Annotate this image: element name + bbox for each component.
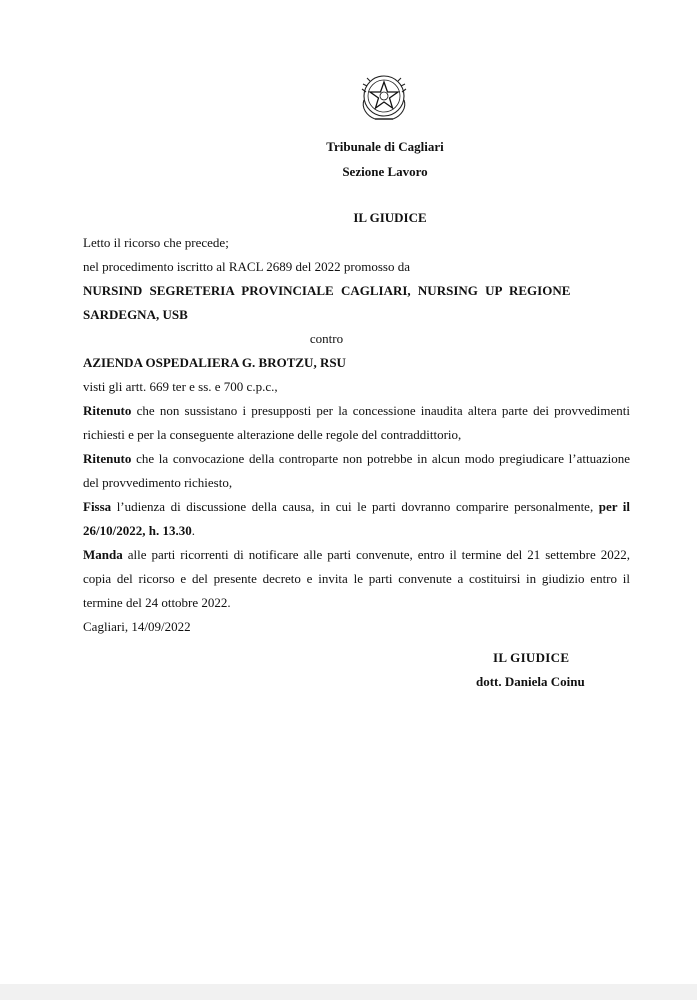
manda-text: alle parti ricorrenti di notificare alle parti convenute, entro il termine del 21 settembre 2022, copia del ricorso e del presente decreto e invita le parti convenute a costituirsi in giudizio entro il termine del 24 ottobre 2022. xyxy=(83,547,630,610)
ritenuto-2-text: che la convocazione della controparte non potrebbe in alcun modo pregiudicare l’attuazione del provvedimento richiesto, xyxy=(83,451,630,490)
court-section: Sezione Lavoro xyxy=(342,164,428,179)
intro-line-2: nel procedimento iscritto al RACL 2689 del 2022 promosso da xyxy=(83,259,410,274)
signature-name: dott. Daniela Coinu xyxy=(476,674,585,689)
intro-line-1: Letto il ricorso che precede; xyxy=(83,235,229,250)
plaintiffs-line-2: SARDEGNA, USB xyxy=(83,307,188,322)
place-and-date: Cagliari, 14/09/2022 xyxy=(83,619,191,634)
ritenuto-2-keyword: Ritenuto xyxy=(83,451,132,466)
fissa-keyword: Fissa xyxy=(83,499,112,514)
decree-body xyxy=(83,231,630,639)
ritenuto-1-text: che non sussistano i presupposti per la concessione inaudita altera parte dei provvedimenti richiesti e per la conseguente alterazione delle regole del contraddittorio, xyxy=(83,403,630,442)
contro-label: contro xyxy=(309,331,344,346)
ritenuto-1-keyword: Ritenuto xyxy=(83,403,132,418)
plaintiffs-line-1: NURSIND SEGRETERIA PROVINCIALE CAGLIARI, NURSING UP REGIONE xyxy=(83,283,571,298)
manda-keyword: Manda xyxy=(83,547,123,562)
legal-references: visti gli artt. 669 ter e ss. e 700 c.p.c., xyxy=(83,379,278,394)
italian-republic-emblem-icon xyxy=(357,70,411,124)
court-name: Tribunale di Cagliari xyxy=(326,139,444,154)
manda-paragraph xyxy=(83,543,630,615)
ritenuto-paragraph-1 xyxy=(83,399,630,447)
hearing-date: per il 26/10/2022, h. 13.30 xyxy=(83,499,630,538)
viewer-bottom-bar xyxy=(0,984,697,1000)
fissa-paragraph xyxy=(83,495,630,543)
defendants: AZIENDA OSPEDALIERA G. BROTZU, RSU xyxy=(83,355,346,370)
signature-title: IL GIUDICE xyxy=(493,650,570,665)
fissa-text: l’udienza di discussione della causa, in cui le parti dovranno comparire personalmente, xyxy=(111,499,599,514)
ritenuto-paragraph-2 xyxy=(83,447,630,495)
fissa-end: . xyxy=(191,523,195,538)
judge-heading: IL GIUDICE xyxy=(353,210,427,225)
